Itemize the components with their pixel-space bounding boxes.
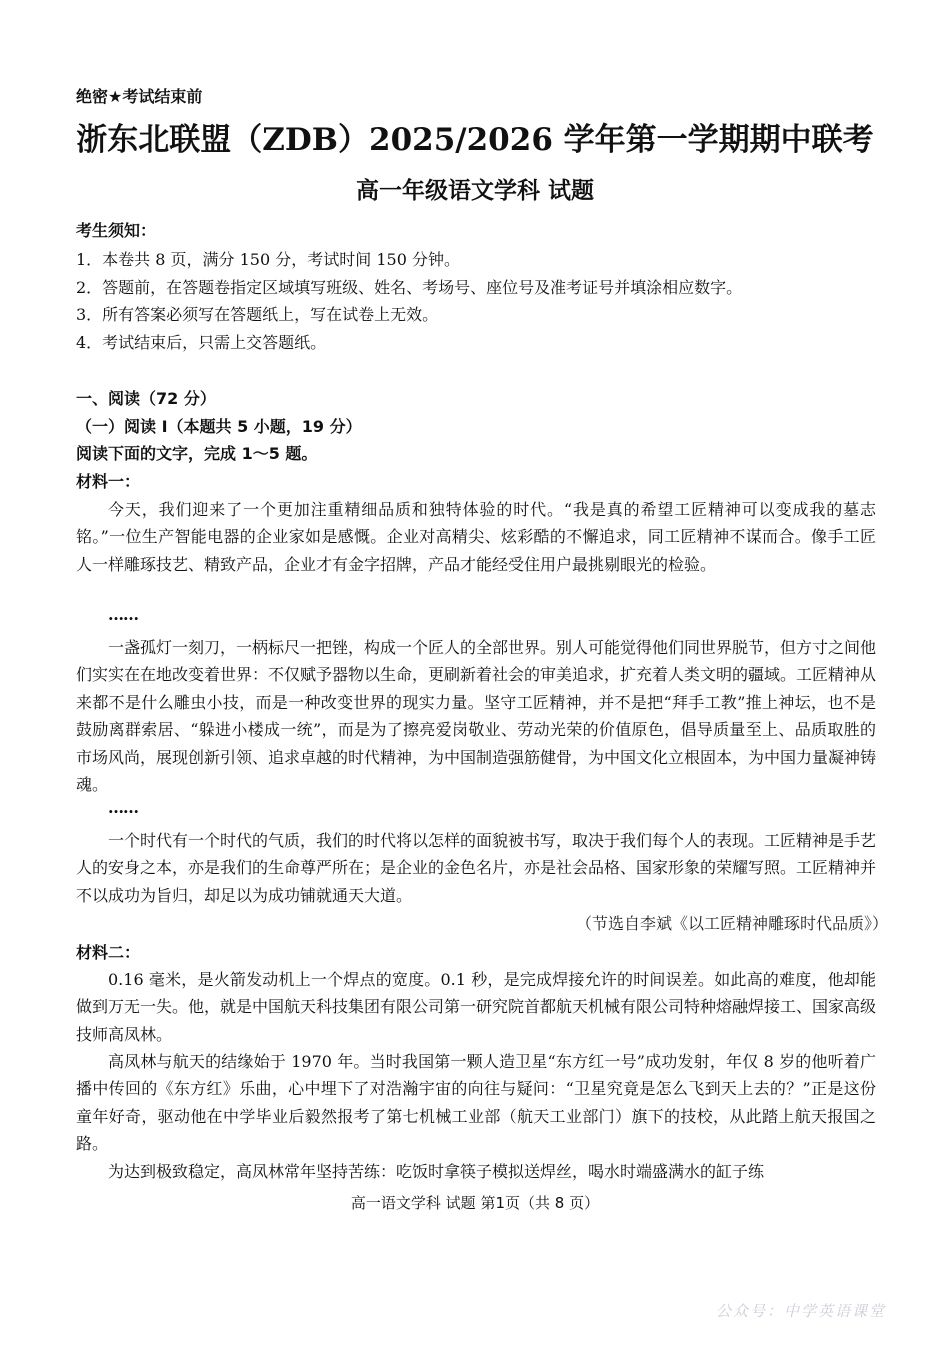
material-two-paragraph-1: 0.16 毫米，是火箭发动机上一个焊点的宽度。0.1 秒，是完成焊接允许的时间误差。如此高的难度，他却能做到万无一失。他，就是中国航天科技集团有限公司第一研究院首都航天机械有限公司特种熔融焊接工、国家高级技师高凤林。 (76, 970, 877, 1044)
notice-item: 1．本卷共 8 页，满分 150 分，考试时间 150 分钟。 (76, 250, 460, 269)
material-one-paragraph-1: 今天，我们迎来了一个更加注重精细品质和独特体验的时代。“我是真的希望工匠精神可以变成我的墓志铭。”一位生产智能电器的企业家如是感慨。企业对高精尖、炫彩酷的不懈追求，同工匠精神不谋而合。像手工匠人一样雕琢技艺、精致产品，企业才有金字招牌，产品才能经受住用户最挑剔眼光的检验。 (76, 500, 876, 574)
watermark: 公众号：中学英语课堂 (715, 1302, 886, 1320)
exam-title: 浙东北联盟（ZDB）2025/2026 学年第一学期期中联考 (76, 122, 874, 158)
page-footer: 高一语文学科 试题 第1页（共 8 页） (350, 1194, 600, 1212)
material-two-paragraph-2: 高凤林与航天的结缘始于 1970 年。当时我国第一颗人造卫星“东方红一号”成功发射，年仅 8 岁的他听着广播中传回的《东方红》乐曲，心中埋下了对浩瀚宇宙的向往与疑问：“卫星究竟是怎么飞到天上去的？”正是这份童年好奇，驱动他在中学毕业后毅然报考了第七机械工业部（航天工业部门）旗下的技校，从此踏上航天报国之路。 (76, 1052, 876, 1154)
notice-item: 2．答题前，在答题卷指定区域填写班级、姓名、考场号、座位号及准考证号并填涂相应数字。 (76, 277, 743, 297)
notice-item: 3．所有答案必须写在答题纸上，写在试卷上无效。 (76, 305, 439, 324)
material-two-label: 材料二： (76, 943, 141, 962)
subpart-title: （一）阅读 I（本题共 5 小题，19 分） (76, 417, 362, 436)
material-one-source: （节选自李斌《以工匠精神雕琢时代品质》） (575, 914, 888, 933)
material-two-paragraph-3: 为达到极致稳定，高凤林常年坚持苦练：吃饭时拿筷子模拟送焊丝，喝水时端盛满水的缸子练 (108, 1162, 765, 1181)
notice-item: 4．考试结束后，只需上交答题纸。 (76, 332, 327, 352)
ellipsis-1: …… (108, 605, 138, 624)
part-title: 一、阅读（72 分） (76, 389, 216, 408)
ellipsis-2: …… (108, 798, 138, 817)
material-one-paragraph-2: 一盏孤灯一刻刀，一柄标尺一把锉，构成一个匠人的全部世界。别人可能觉得他们同世界脱节，但方寸之间他们实实在在地改变着世界：不仅赋予器物以生命，更刷新着社会的审美追求，扩充着人类文明的疆域。工匠精神从来都不是什么雕虫小技，而是一种改变世界的现实力量。坚守工匠精神，并不是把“拜手工教”推上神坛，也不是鼓励离群索居、“躲进小楼成一统”，而是为了擦亮爱岗敬业、劳动光荣的价值原色，倡导质量至上、品质取胜的市场风尚，展现创新引领、追求卓越的时代精神，为中国制造强筋健骨，为中国文化立根固本，为中国力量凝神铸魂。 (76, 638, 877, 795)
notice-heading: 考生须知： (76, 221, 157, 240)
material-one-paragraph-3: 一个时代有一个时代的气质，我们的时代将以怎样的面貌被书写，取决于我们每个人的表现。工匠精神是手艺人的安身之本，亦是我们的生命尊严所在；是企业的金色名片，亦是社会品格、国家形象的荣耀写照。工匠精神并不以成功为旨归，却足以为成功铺就通天大道。 (76, 831, 877, 905)
notice-list (76, 246, 876, 356)
reading-instruction: 阅读下面的文字，完成 1～5 题。 (76, 444, 318, 463)
exam-subtitle: 高一年级语文学科 试题 (355, 178, 594, 204)
material-one-label: 材料一： (76, 472, 141, 491)
secret-label: 绝密★考试结束前 (76, 87, 203, 106)
